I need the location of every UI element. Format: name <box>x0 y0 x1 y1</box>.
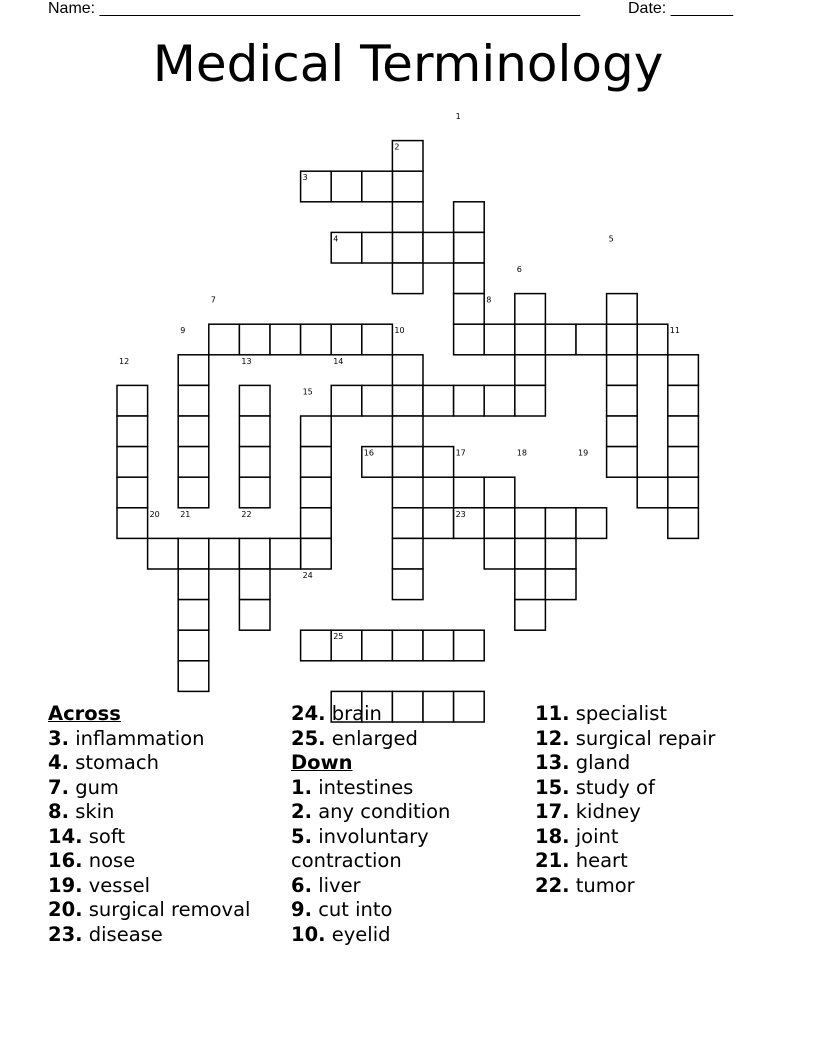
down-heading: Down <box>291 751 353 774</box>
grid-cell[interactable] <box>362 447 393 478</box>
down-clue-list <box>291 776 521 948</box>
grid-cell[interactable] <box>392 416 423 447</box>
grid-cell[interactable] <box>178 385 209 416</box>
grid-cell[interactable] <box>392 569 423 600</box>
across-clue-list-continued <box>291 702 521 751</box>
clue-item <box>535 776 775 801</box>
grid-cell[interactable] <box>668 508 699 539</box>
grid-cell[interactable] <box>576 324 607 355</box>
clue-text: intestines <box>318 775 414 799</box>
clue-text: heart <box>575 849 628 872</box>
page-title: Medical Terminology <box>152 35 664 93</box>
grid-cell[interactable] <box>545 569 576 600</box>
clue-number: 1. <box>291 775 312 799</box>
grid-cell[interactable] <box>484 538 515 569</box>
grid-cell[interactable] <box>239 538 270 569</box>
clue-number-label: 10 <box>394 326 405 336</box>
grid-cell[interactable] <box>117 416 148 447</box>
grid-cell[interactable] <box>515 508 546 539</box>
date-field[interactable]: Date: _______ <box>628 0 733 17</box>
clue-number-label: 13 <box>241 356 252 366</box>
grid-cell[interactable] <box>117 477 148 508</box>
clue-number: 17. <box>535 800 570 823</box>
grid-cell[interactable] <box>668 447 699 478</box>
clue-number-label: 24 <box>302 571 313 580</box>
clue-text: involuntary contraction <box>291 824 429 872</box>
clue-number: 13. <box>535 751 570 774</box>
clue-number: 5. <box>291 824 312 848</box>
grid-cell[interactable] <box>239 569 270 600</box>
clue-number-label: 11 <box>669 326 680 336</box>
clue-number-label: 14 <box>333 356 344 366</box>
grid-cell[interactable] <box>392 202 423 233</box>
grid-cell[interactable] <box>362 232 393 263</box>
clue-number-label: 1 <box>455 112 461 121</box>
clue-number: 8. <box>48 800 69 823</box>
grid-cell[interactable] <box>637 477 668 508</box>
clue-number: 6. <box>291 873 312 897</box>
clue-item <box>291 776 521 801</box>
grid-cell[interactable] <box>515 569 546 600</box>
grid-cell[interactable] <box>331 385 362 416</box>
clue-number: 21. <box>535 849 570 872</box>
clue-text: tumor <box>575 873 635 897</box>
clue-text: soft <box>88 824 126 848</box>
grid-cell[interactable] <box>301 508 332 539</box>
clue-text: gland <box>575 751 631 774</box>
clue-number: 18. <box>535 824 570 848</box>
grid-cell[interactable] <box>148 538 179 569</box>
grid-cell[interactable] <box>515 385 546 416</box>
grid-cell[interactable] <box>392 477 423 508</box>
grid-cell[interactable] <box>331 232 362 263</box>
grid-cell[interactable] <box>331 630 362 661</box>
clue-item <box>48 923 278 948</box>
grid-cell[interactable] <box>239 416 270 447</box>
clue-number-label: 19 <box>578 448 589 458</box>
grid-cell[interactable] <box>454 232 485 263</box>
clue-number: 4. <box>48 751 69 774</box>
clue-item <box>291 923 521 948</box>
clue-text: liver <box>318 873 361 897</box>
clue-number-label: 18 <box>516 448 527 458</box>
grid-cell[interactable] <box>423 630 454 661</box>
grid-cell[interactable] <box>454 630 485 661</box>
grid-cell[interactable] <box>392 538 423 569</box>
grid-cell[interactable] <box>362 385 393 416</box>
clue-text: joint <box>575 824 619 848</box>
grid-cell[interactable] <box>178 416 209 447</box>
clue-number-label: 3 <box>302 173 308 183</box>
clues-column-2 <box>291 702 521 947</box>
grid-cell[interactable] <box>362 171 393 202</box>
clue-item <box>48 898 278 923</box>
clue-text: study of <box>575 775 655 799</box>
clue-number-label: 9 <box>180 326 186 336</box>
grid-cell[interactable] <box>607 416 638 447</box>
clue-item <box>291 898 521 923</box>
clue-number-label: 16 <box>363 448 374 458</box>
clues-column-3 <box>535 702 775 898</box>
grid-cell[interactable] <box>392 263 423 294</box>
clues-column-1 <box>48 702 278 947</box>
clue-number: 2. <box>291 800 312 823</box>
grid-cell[interactable] <box>301 477 332 508</box>
clue-text: surgical repair <box>575 726 716 750</box>
across-heading: Across <box>48 702 121 725</box>
clue-text: stomach <box>75 751 159 774</box>
grid-cell[interactable] <box>484 324 515 355</box>
grid-cell[interactable] <box>362 630 393 661</box>
clue-item <box>48 849 278 874</box>
clue-number: 24. <box>291 702 326 725</box>
clue-text: any condition <box>318 800 451 823</box>
clue-text: surgical removal <box>88 898 251 921</box>
grid-cell[interactable] <box>178 355 209 386</box>
grid-cell[interactable] <box>515 355 546 386</box>
across-clue-list <box>48 727 278 948</box>
grid-cell[interactable] <box>484 385 515 416</box>
grid-cell[interactable] <box>301 171 332 202</box>
grid-cell[interactable] <box>484 508 515 539</box>
clue-item <box>535 800 775 825</box>
clue-item <box>48 751 278 776</box>
clue-item <box>48 727 278 752</box>
grid-cell[interactable] <box>607 355 638 386</box>
grid-cell[interactable] <box>515 294 546 325</box>
clue-number-label: 4 <box>333 234 339 244</box>
clue-item <box>291 702 521 727</box>
grid-cell[interactable] <box>178 630 209 661</box>
clue-number: 3. <box>48 726 69 750</box>
grid-cell[interactable] <box>515 324 546 355</box>
clue-item <box>291 825 521 874</box>
grid-cell[interactable] <box>484 477 515 508</box>
grid-cell[interactable] <box>454 477 485 508</box>
clue-number: 7. <box>48 775 69 799</box>
grid-cell[interactable] <box>178 477 209 508</box>
grid-cell[interactable] <box>209 538 240 569</box>
grid-cell[interactable] <box>239 447 270 478</box>
grid-cell[interactable] <box>668 385 699 416</box>
grid-cell[interactable] <box>209 324 240 355</box>
clue-number-label: 5 <box>608 234 614 244</box>
clue-number: 23. <box>48 922 83 946</box>
grid-cell[interactable] <box>239 477 270 508</box>
grid-cell[interactable] <box>239 324 270 355</box>
grid-cell[interactable] <box>515 600 546 631</box>
grid-cell[interactable] <box>545 538 576 569</box>
grid-cell[interactable] <box>607 294 638 325</box>
clue-number-label: 25 <box>333 632 344 642</box>
grid-cell[interactable] <box>178 569 209 600</box>
clue-item <box>535 849 775 874</box>
clue-number: 25. <box>291 726 326 750</box>
clue-text: nose <box>88 849 136 872</box>
clue-text: specialist <box>575 702 668 725</box>
grid-cell[interactable] <box>423 508 454 539</box>
grid-cell[interactable] <box>301 416 332 447</box>
grid-cell[interactable] <box>270 324 301 355</box>
clue-text: gum <box>75 775 119 799</box>
grid-cell[interactable] <box>668 355 699 386</box>
grid-cell[interactable] <box>117 385 148 416</box>
grid-cell[interactable] <box>331 171 362 202</box>
down-clue-list-continued <box>535 702 775 898</box>
name-field[interactable]: Name: ______________________________________________________ <box>48 0 581 17</box>
grid-cell[interactable] <box>301 630 332 661</box>
grid-cell[interactable] <box>392 385 423 416</box>
clue-number: 19. <box>48 873 83 897</box>
grid-cell[interactable] <box>301 324 332 355</box>
grid-cell[interactable] <box>270 538 301 569</box>
grid-cell[interactable] <box>423 232 454 263</box>
grid-cell[interactable] <box>239 385 270 416</box>
clue-text: vessel <box>88 873 151 897</box>
grid-cell[interactable] <box>392 141 423 172</box>
grid-cell[interactable] <box>178 447 209 478</box>
clue-item <box>535 702 775 727</box>
grid-cell[interactable] <box>392 447 423 478</box>
clue-text: disease <box>88 922 163 946</box>
grid-cell[interactable] <box>607 447 638 478</box>
clue-number: 12. <box>535 726 570 750</box>
clue-item <box>48 825 278 850</box>
grid-cell[interactable] <box>117 508 148 539</box>
clue-number: 16. <box>48 849 83 872</box>
clue-item <box>291 727 521 752</box>
clue-number-label: 23 <box>455 509 466 519</box>
grid-cell[interactable] <box>392 630 423 661</box>
grid-cell[interactable] <box>331 324 362 355</box>
grid-cell[interactable] <box>392 355 423 386</box>
grid-cell[interactable] <box>454 508 485 539</box>
clue-item <box>291 874 521 899</box>
clue-item <box>48 776 278 801</box>
clue-number-label: 7 <box>210 295 216 305</box>
clue-number: 15. <box>535 775 570 799</box>
grid-cell[interactable] <box>239 600 270 631</box>
clue-item <box>535 825 775 850</box>
clue-number: 9. <box>291 898 312 921</box>
clue-text: inflammation <box>75 726 205 750</box>
grid-cell[interactable] <box>637 324 668 355</box>
grid-cell[interactable] <box>392 232 423 263</box>
clue-number: 22. <box>535 873 570 897</box>
clue-number: 20. <box>48 898 83 921</box>
clue-item <box>48 800 278 825</box>
grid-cell[interactable] <box>178 661 209 692</box>
clue-number-label: 12 <box>119 356 130 366</box>
grid-cell[interactable] <box>178 538 209 569</box>
clue-number: 10. <box>291 922 326 946</box>
grid-cell[interactable] <box>117 447 148 478</box>
clue-number-label: 17 <box>455 448 466 458</box>
grid-cell[interactable] <box>423 385 454 416</box>
grid-cell[interactable] <box>454 263 485 294</box>
clue-number-label: 20 <box>149 509 160 519</box>
grid-cell[interactable] <box>607 324 638 355</box>
grid-cell[interactable] <box>454 324 485 355</box>
grid-cell[interactable] <box>301 538 332 569</box>
clue-text: eyelid <box>331 922 391 946</box>
grid-cell[interactable] <box>545 324 576 355</box>
clue-text: cut into <box>318 898 393 921</box>
clue-text: skin <box>75 800 115 823</box>
clue-item <box>535 874 775 899</box>
grid-cell[interactable] <box>576 508 607 539</box>
clue-number: 11. <box>535 702 570 725</box>
clue-text: kidney <box>575 800 641 823</box>
grid-cell[interactable] <box>178 600 209 631</box>
grid-cell[interactable] <box>362 324 393 355</box>
clue-text: brain <box>331 702 382 725</box>
grid-cell[interactable] <box>423 447 454 478</box>
grid-cell[interactable] <box>515 538 546 569</box>
grid-cell[interactable] <box>454 385 485 416</box>
clue-item <box>291 800 521 825</box>
clue-number-label: 6 <box>516 265 522 274</box>
grid-cell[interactable] <box>392 171 423 202</box>
clue-text: enlarged <box>331 726 418 750</box>
clue-item <box>48 874 278 899</box>
clue-number-label: 21 <box>180 509 191 519</box>
clue-number: 14. <box>48 824 83 848</box>
grid-cell[interactable] <box>545 508 576 539</box>
grid-cell[interactable] <box>607 385 638 416</box>
clue-number-label: 2 <box>394 142 400 152</box>
grid-cell[interactable] <box>392 508 423 539</box>
clue-number-label: 15 <box>302 387 313 397</box>
grid-cell[interactable] <box>301 447 332 478</box>
grid-cell[interactable] <box>668 477 699 508</box>
grid-cell[interactable] <box>454 294 485 325</box>
clue-item <box>535 751 775 776</box>
grid-cell[interactable] <box>668 416 699 447</box>
clue-number-label: 22 <box>241 509 252 519</box>
clue-number-label: 8 <box>486 295 492 305</box>
grid-cell[interactable] <box>454 202 485 233</box>
clue-item <box>535 727 775 752</box>
